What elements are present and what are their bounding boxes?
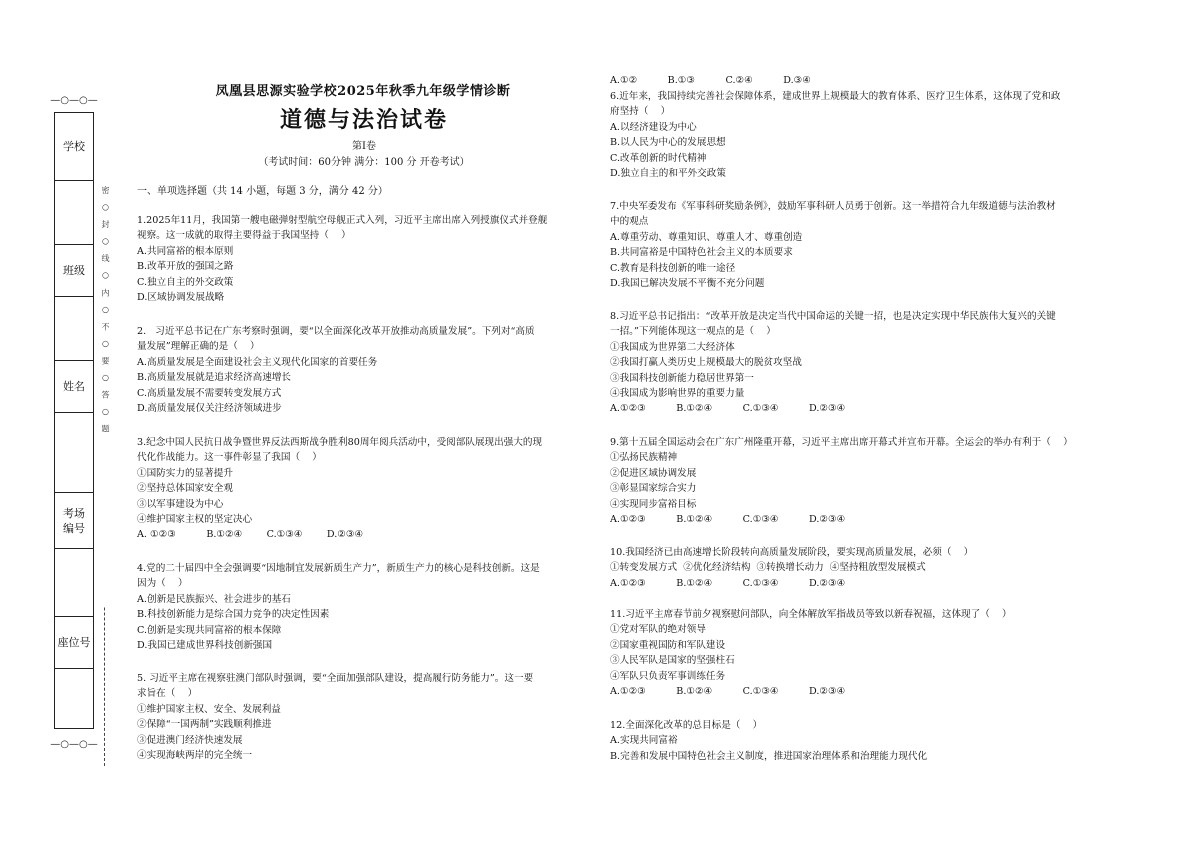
- school-heading: 凤凰县思源实验学校2025年秋季九年级学情诊断: [215, 84, 511, 99]
- question-line: A.①②③ B.①②④ C.①③④ D.②③④: [610, 403, 846, 415]
- binding-cell-seat: [55, 617, 93, 669]
- binding-label-class: 班级: [63, 264, 85, 277]
- question-block: [610, 199, 1126, 291]
- question-line: C.创新是实现共同富裕的根本保障: [137, 624, 282, 636]
- question-line: B.改革开放的强国之路: [137, 261, 234, 273]
- question-line: 府坚持（ ）: [610, 106, 671, 118]
- binding-info-box: [54, 112, 94, 729]
- question-block: [610, 89, 1126, 181]
- question-stem: 10.我国经济已由高速增长阶段转向高质量发展阶段，要实现高质量发展，必须（ ）: [610, 547, 974, 558]
- question-block: [137, 435, 599, 543]
- question-stem: 8.习近平总书记指出：“改革开放是决定当代中国命运的关键一招，也是决定实现中华民族伟大复兴的关键: [610, 311, 1056, 322]
- question-line: D.我国已解决发展不平衡不充分问题: [610, 278, 765, 290]
- question-block: [610, 435, 1126, 527]
- question-line: D.独立自主的和平外交政策: [610, 168, 726, 180]
- question-line: 求旨在（ ）: [137, 688, 198, 700]
- question-line: B.以人民为中心的发展思想: [610, 137, 726, 149]
- question-line: B.完善和发展中国特色社会主义制度，推进国家治理体系和治理能力现代化: [610, 750, 928, 762]
- binding-cell-name: [55, 361, 93, 413]
- question-block: [137, 671, 599, 763]
- question-block: [610, 73, 1126, 88]
- binding-bottom-marker: —○—○—: [50, 739, 98, 750]
- question-stem: 4.党的二十届四中全会强调要“因地制宜发展新质生产力”，新质生产力的核心是科技创新。这是: [137, 563, 540, 574]
- question-line: 代化作战能力。这一事件彰显了我国（ ）: [137, 452, 322, 464]
- binding-cell-school-blank[interactable]: [55, 181, 93, 245]
- binding-top-marker: —○—○—: [50, 95, 98, 106]
- binding-cell-room-blank[interactable]: [55, 549, 93, 617]
- question-line: B.高质量发展就是追求经济高速增长: [137, 372, 292, 384]
- question-line: ③人民军队是国家的坚强柱石: [610, 655, 735, 667]
- question-stem: 7.中央军委发布《军事科研奖励条例》，鼓励军事科研人员勇于创新。这一举措符合九年级道德与法治教材: [610, 201, 1056, 212]
- question-line: A.高质量发展是全面建设社会主义现代化国家的首要任务: [137, 356, 378, 368]
- question-line: ①国防实力的显著提升: [137, 467, 233, 479]
- exam-info: （考试时间：60分钟 满分：100 分 开卷考试）: [258, 157, 470, 168]
- question-line: A.实现共同富裕: [610, 735, 678, 747]
- question-line: A.尊重劳动、尊重知识、尊重人才、尊重创造: [610, 231, 803, 243]
- question-line: ②坚持总体国家安全观: [137, 483, 233, 495]
- question-line: ③以军事建设为中心: [137, 498, 224, 510]
- binding-cell-room: [55, 493, 93, 549]
- question-line: ①转变发展方式 ②优化经济结构 ③转换增长动力 ④坚持粗放型发展模式: [610, 562, 926, 574]
- question-line: B.科技创新能力是综合国力竞争的决定性因素: [137, 609, 330, 621]
- question-line: 量发展”理解正确的是（ ）: [137, 341, 260, 353]
- question-block: [610, 607, 1126, 699]
- question-stem: 11.习近平主席春节前夕视察慰问部队，向全体解放军指战员等致以新春祝福，这体现了（ ）: [610, 609, 1012, 620]
- question-line: ②我国打赢人类历史上规模最大的脱贫攻坚战: [610, 357, 802, 369]
- section-title: 一、单项选择题（共 14 小题，每题 3 分，满分 42 分）: [137, 186, 388, 197]
- question-line: ①我国成为世界第二大经济体: [610, 341, 735, 353]
- question-line: ②国家重视国防和军队建设: [610, 639, 726, 651]
- question-line: D.高质量发展仅关注经济领域进步: [137, 403, 282, 415]
- question-line: C.独立自主的外交政策: [137, 276, 234, 288]
- question-line: ③促进澳门经济快速发展: [137, 734, 243, 746]
- question-line: ④维护国家主权的坚定决心: [137, 514, 253, 526]
- question-line: A.①②③ B.①②④ C.①③④ D.②③④: [610, 577, 846, 589]
- question-line: ①维护国家主权、安全、发展利益: [137, 703, 281, 715]
- binding-label-room: 考场 编号: [63, 506, 85, 535]
- question-line: 中的观点: [610, 216, 649, 228]
- question-line: A.①②③ B.①②④ C.①③④ D.②③④: [610, 686, 846, 698]
- question-line: 因为（ ）: [137, 578, 188, 590]
- binding-cell-school: [55, 113, 93, 181]
- question-line: 视察。这一成就的取得主要得益于我国坚持（ ）: [137, 230, 351, 242]
- question-line: A.共同富裕的根本原则: [137, 245, 234, 257]
- question-line: ④实现同步富裕目标: [610, 498, 697, 510]
- question-stem: 6.近年来，我国持续完善社会保障体系，建成世界上规模最大的教育体系、医疗卫生体系，这体现了党和政: [610, 91, 1061, 102]
- question-line: 一招。”下列能体现这一观点的是（ ）: [610, 326, 776, 338]
- seal-line-text: 密 ○ 封 ○ 线 ○ 内 ○ 不 ○ 要 ○ 答 ○ 题: [97, 186, 111, 606]
- question-block: [137, 561, 599, 653]
- page-title: 道德与法治试卷: [279, 108, 448, 133]
- question-line: ③彰显国家综合实力: [610, 483, 697, 495]
- question-line: ③我国科技创新能力稳居世界第一: [610, 372, 754, 384]
- question-stem: 5. 习近平主席在视察驻澳门部队时强调，要“全面加强部队建设，提高履行防务能力”。这一要: [137, 673, 534, 684]
- question-stem: 3.纪念中国人民抗日战争暨世界反法西斯战争胜利80周年阅兵活动中，受阅部队展现出强大的现: [137, 437, 543, 448]
- question-line: A.创新是民族振兴、社会进步的基石: [137, 593, 291, 605]
- question-block: [137, 213, 599, 305]
- question-line: ④军队只负责军事训练任务: [610, 670, 726, 682]
- question-line: ①党对军队的绝对领导: [610, 624, 706, 636]
- question-line: ④实现海峡两岸的完全统一: [137, 750, 253, 762]
- question-line: C.改革创新的时代精神: [610, 152, 707, 164]
- question-line: A.以经济建设为中心: [610, 121, 697, 133]
- question-line: D.我国已建成世界科技创新强国: [137, 640, 273, 652]
- question-stem: 12.全面深化改革的总目标是（ ）: [610, 720, 763, 731]
- question-block: [610, 545, 1126, 591]
- question-line: ④我国成为影响世界的重要力量: [610, 388, 745, 400]
- question-stem: 2. 习近平总书记在广东考察时强调，要“以全面深化改革开放推动高质量发展”。下列对“高质: [137, 326, 535, 337]
- question-line: B.共同富裕是中国特色社会主义的本质要求: [610, 247, 793, 259]
- volume-label: 第Ⅰ卷: [352, 141, 376, 152]
- question-line: ②促进区域协调发展: [610, 467, 697, 479]
- question-block: [137, 324, 599, 416]
- question-line: ①弘扬民族精神: [610, 452, 678, 464]
- question-line: A. ①②③ B.①②④ C.①③④ D.②③④: [137, 529, 364, 541]
- question-line: ②保障“一国两制”实践顺利推进: [137, 719, 272, 731]
- question-stem: A.①② B.①③ C.②④ D.③④: [610, 75, 811, 86]
- question-line: A.①②③ B.①②④ C.①③④ D.②③④: [610, 514, 846, 526]
- question-block: [610, 718, 1126, 764]
- binding-cell-class-blank[interactable]: [55, 297, 93, 361]
- binding-cell-name-blank[interactable]: [55, 413, 93, 493]
- binding-label-name: 姓名: [63, 380, 85, 393]
- binding-cell-seat-blank[interactable]: [55, 669, 93, 727]
- question-line: D.区域协调发展战略: [137, 292, 225, 304]
- question-block: [610, 309, 1126, 417]
- question-stem: 9.第十五届全国运动会在广东广州隆重开幕，习近平主席出席开幕式并宣布开幕。全运会的举办有利于（ ）: [610, 437, 1073, 448]
- binding-label-school: 学校: [63, 140, 85, 153]
- binding-cell-class: [55, 245, 93, 297]
- binding-label-seat: 座位号: [57, 636, 91, 649]
- question-line: C.教育是科技创新的唯一途径: [610, 262, 736, 274]
- question-stem: 1.2025年11月，我国第一艘电磁弹射型航空母舰正式入列，习近平主席出席入列授旗仪式并登舰: [137, 215, 548, 226]
- question-line: C.高质量发展不需要转变发展方式: [137, 387, 282, 399]
